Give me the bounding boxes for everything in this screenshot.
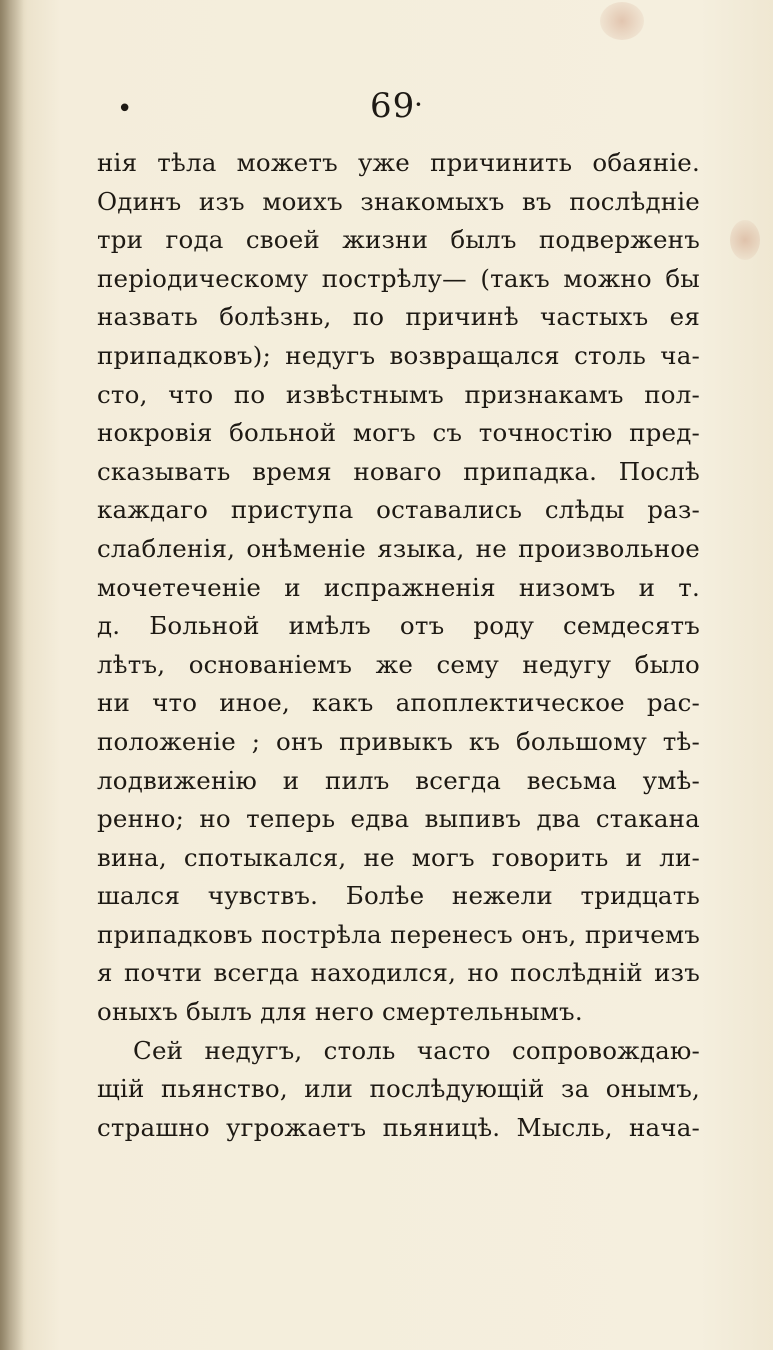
text-line: положеніе ; онъ привыкъ къ большому тѣ- [97,726,700,756]
page-number: 69 [370,86,416,126]
text-line: шался чувствъ. Болѣе нежели тридцать [97,881,700,911]
text-line: ни что иное, какъ апоплектическое рас- [97,688,700,718]
text-line: оныхъ былъ для него смертельнымъ. [97,997,583,1027]
text-line: три года своей жизни былъ подверженъ [97,225,700,255]
text-line: припадковъ); недугъ возвращался столь ча- [97,340,700,370]
paragraph [97,1032,700,1148]
header-mark: • [117,94,133,124]
body-text [97,144,700,1147]
text-line: припадковъ пострѣла перенесъ онъ, причемъ [97,919,700,949]
text-line: ренно; но теперь едва выпивъ два стакана [97,804,700,834]
text-line: нія тѣла можетъ уже причинить обаяніе. [97,148,700,177]
text-line: нокровія больной могъ съ точностію пред- [97,418,700,448]
text-line: слабленія, онѣменіе языка, не произвольное [97,533,700,563]
text-line: Одинъ изъ моихъ знакомыхъ въ послѣдніе [97,186,700,216]
text-line: мочетеченіе и испражненія низомъ и т. [97,572,700,602]
text-line: страшно угрожаетъ пьяницѣ. Мысль, нача- [97,1112,700,1142]
page-header [0,82,773,132]
text-line: Сей недугъ, столь часто сопровождаю- [133,1035,700,1065]
header-dot: · [414,88,423,121]
text-line: лѣтъ, основаніемъ же сему недугу было [97,649,700,679]
text-line: каждаго приступа оставались слѣды раз- [97,495,700,525]
paper-stain [600,2,644,40]
text-line: сказывать время новаго припадка. Послѣ [97,456,700,486]
text-line: щій пьянство, или послѣдующій за онымъ, [97,1074,700,1104]
text-line: назвать болѣзнь, по причинѣ частыхъ ея [97,302,700,332]
text-line: періодическому пострѣлу— (такъ можно бы [97,263,700,293]
spine-shadow [0,0,24,1350]
text-line: д. Больной имѣлъ отъ роду семдесятъ [97,611,700,641]
text-line: лодвиженію и пилъ всегда весьма умѣ- [97,765,700,795]
paper-stain [730,220,760,260]
text-line: сто, что по извѣстнымъ признакамъ пол- [97,379,700,409]
text-line: я почти всегда находился, но послѣдній изъ [97,958,700,988]
text-line: вина, спотыкался, не могъ говорить и ли- [97,842,700,872]
paragraph [97,144,700,1032]
